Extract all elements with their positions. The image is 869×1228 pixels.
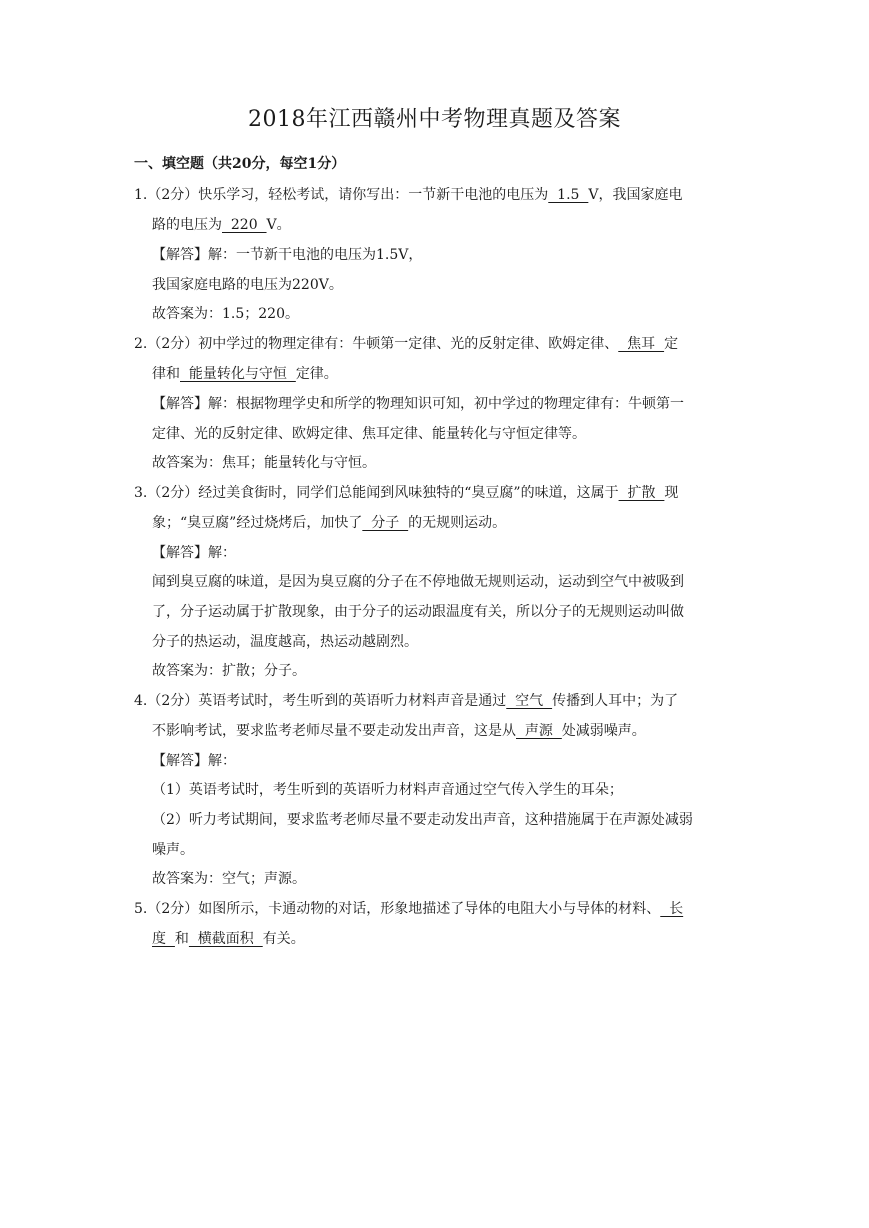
question-text: 传播到人耳中；为了 bbox=[552, 693, 679, 709]
answer-line: 分子的热运动，温度越高，热运动越剧烈。 bbox=[152, 634, 418, 650]
question-text: 3.（2分）经过美食街时，同学们总能闻到风味独特的“臭豆腐”的味道，这属于 bbox=[134, 485, 619, 501]
answer-line: 【解答】解：一节新干电池的电压为1.5V， bbox=[152, 247, 423, 263]
answer-blank: 扩散 bbox=[618, 485, 665, 501]
question-text: 律和 bbox=[152, 366, 180, 382]
answer-blank: 横截面积 bbox=[188, 931, 263, 947]
question-text: 1.（2分）快乐学习，轻松考试，请你写出：一节新干电池的电压为 bbox=[134, 187, 549, 203]
final-answer: 故答案为：焦耳；能量转化与守恒。 bbox=[152, 455, 376, 471]
question-5-line-1 bbox=[134, 898, 683, 920]
page-title: 2018年江西赣州中考物理真题及答案 bbox=[248, 107, 621, 132]
answer-blank: 焦耳 bbox=[618, 336, 665, 352]
question-1-line-1 bbox=[134, 184, 682, 206]
question-text: 路的电压为 bbox=[152, 217, 222, 233]
answer-line: 【解答】解： bbox=[152, 753, 236, 769]
answer-blank: 声源 bbox=[516, 723, 562, 739]
answer-blank: 空气 bbox=[506, 693, 553, 709]
answer-line: 【解答】解：根据物理学史和所学的物理知识可知，初中学过的物理定律有：牛顿第一 bbox=[152, 396, 684, 412]
answer-blank: 1.5 bbox=[548, 187, 589, 203]
question-text: 2.（2分）初中学过的物理定律有：牛顿第一定律、光的反射定律、欧姆定律、 bbox=[134, 336, 619, 352]
question-4-line-1 bbox=[134, 690, 678, 712]
final-answer: 故答案为：1.5；220。 bbox=[152, 306, 299, 322]
final-answer: 故答案为：扩散；分子。 bbox=[152, 663, 306, 679]
answer-blank: 分子 bbox=[362, 515, 409, 531]
question-4-line-2 bbox=[152, 720, 646, 742]
answer-line: 定律、光的反射定律、欧姆定律、焦耳定律、能量转化与守恒定律等。 bbox=[152, 426, 586, 442]
question-2-line-2 bbox=[152, 363, 338, 385]
final-answer: 故答案为：空气；声源。 bbox=[152, 871, 306, 887]
question-text: 定律。 bbox=[295, 366, 338, 382]
question-1-line-2 bbox=[152, 214, 291, 236]
answer-line: （1）英语考试时，考生听到的英语听力材料声音通过空气传入学生的耳朵； bbox=[152, 782, 623, 798]
question-2-line-1 bbox=[134, 333, 678, 355]
question-text: 5.（2分）如图所示，卡通动物的对话，形象地描述了导体的电阻大小与导体的材料、 bbox=[134, 901, 661, 917]
question-text: 有关。 bbox=[262, 931, 305, 947]
question-text: 4.（2分）英语考试时，考生听到的英语听力材料声音是通过 bbox=[134, 693, 507, 709]
question-text: V。 bbox=[266, 217, 291, 233]
question-text: 的无规则运动。 bbox=[408, 515, 507, 531]
answer-line: 噪声。 bbox=[152, 842, 194, 858]
answer-blank: 220 bbox=[222, 217, 267, 233]
question-text: 和 bbox=[174, 931, 189, 947]
answer-line: 我国家庭电路的电压为220V。 bbox=[152, 277, 343, 293]
answer-blank: 能量转化与守恒 bbox=[180, 366, 296, 382]
question-text: 定 bbox=[664, 336, 679, 352]
answer-line: 【解答】解： bbox=[152, 545, 236, 561]
question-text: 现 bbox=[664, 485, 679, 501]
section-heading: 一、填空题（共20分，每空1分） bbox=[134, 156, 346, 172]
question-text: 象；“臭豆腐”经过烧烤后，加快了 bbox=[152, 515, 363, 531]
question-3-line-2 bbox=[152, 512, 506, 534]
answer-blank: 长 bbox=[660, 901, 684, 917]
question-3-line-1 bbox=[134, 482, 678, 504]
question-text: 处减弱噪声。 bbox=[561, 723, 646, 739]
answer-line: 了，分子运动属于扩散现象，由于分子的运动跟温度有关，所以分子的无规则运动叫做 bbox=[152, 604, 684, 620]
answer-line: 闻到臭豆腐的味道，是因为臭豆腐的分子在不停地做无规则运动，运动到空气中被吸到 bbox=[152, 574, 684, 590]
question-text: 不影响考试，要求监考老师尽量不要走动发出声音，这是从 bbox=[152, 723, 516, 739]
answer-line: （2）听力考试期间，要求监考老师尽量不要走动发出声音，这种措施属于在声源处减弱 bbox=[152, 812, 693, 828]
question-text: V，我国家庭电 bbox=[588, 187, 683, 203]
question-5-line-2 bbox=[152, 928, 305, 950]
answer-blank: 度 bbox=[152, 931, 175, 947]
